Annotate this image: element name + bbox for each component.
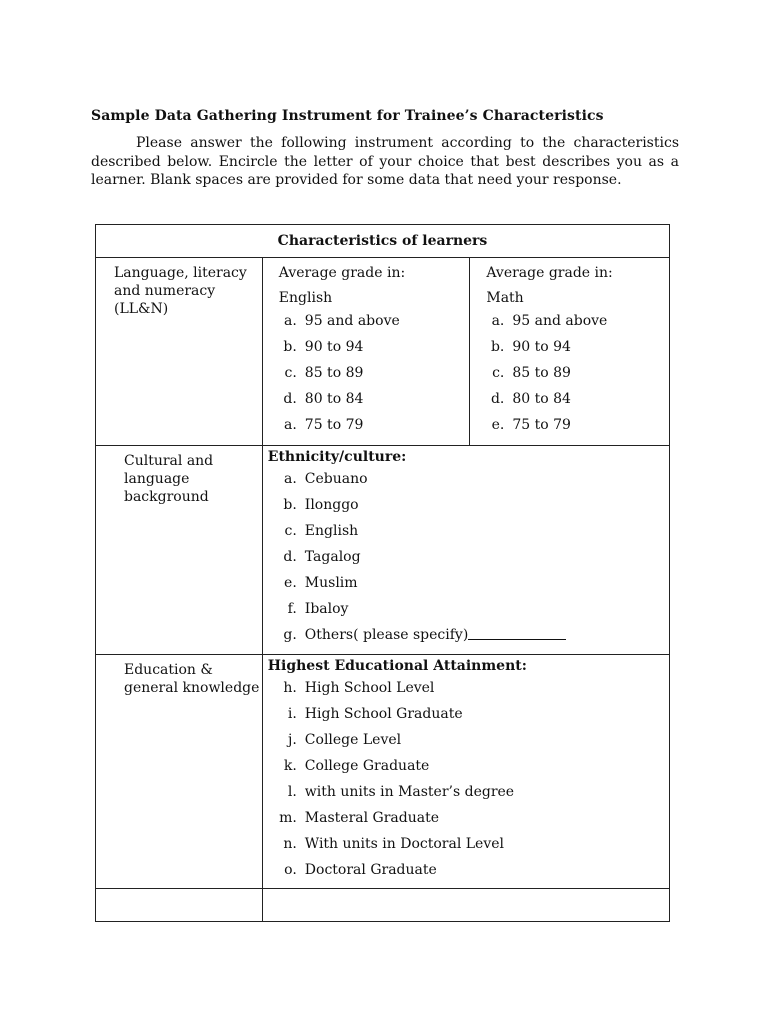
option-letter: k.: [283, 758, 297, 774]
option-letter: l.: [287, 784, 297, 800]
ethnicity-heading: Ethnicity/culture:: [267, 449, 407, 465]
option-item[interactable]: [279, 386, 470, 412]
option-item[interactable]: [263, 570, 669, 596]
specify-blank[interactable]: [468, 622, 566, 640]
culture-cell: [262, 446, 669, 655]
option-item[interactable]: [486, 360, 669, 386]
option-item[interactable]: [263, 596, 669, 622]
option-text: 90 to 94: [304, 339, 364, 355]
option-letter: c.: [492, 365, 505, 381]
option-letter: e.: [491, 417, 505, 433]
english-grade-title: Average grade in:: [278, 265, 406, 281]
math-grade-cell: [470, 258, 670, 446]
option-letter: b.: [283, 339, 297, 355]
english-grade-options: [279, 308, 470, 438]
option-text: English: [304, 523, 359, 539]
option-item[interactable]: [263, 544, 669, 570]
option-text: High School Level: [304, 680, 435, 696]
option-text: Doctoral Graduate: [304, 862, 437, 878]
option-item[interactable]: [263, 518, 669, 544]
option-text: High School Graduate: [304, 706, 463, 722]
option-text: Muslim: [304, 575, 358, 591]
option-item[interactable]: [279, 360, 470, 386]
option-item[interactable]: [279, 412, 470, 438]
option-letter: b.: [490, 339, 505, 355]
option-item[interactable]: [263, 701, 669, 727]
option-text: Masteral Graduate: [304, 810, 439, 826]
option-text: 80 to 84: [512, 391, 571, 407]
option-text: with units in Master’s degree: [304, 784, 515, 800]
option-item[interactable]: [263, 831, 669, 857]
table-header: Characteristics of learners: [96, 225, 670, 258]
option-item[interactable]: [263, 727, 669, 753]
lln-label: Language, literacy and numeracy (LL&N): [96, 258, 263, 446]
option-letter: a.: [491, 313, 505, 329]
option-letter: n.: [283, 836, 297, 852]
option-letter: a.: [284, 313, 297, 329]
option-item[interactable]: [263, 753, 669, 779]
empty-answer-cell: [262, 889, 669, 922]
option-item[interactable]: [486, 334, 669, 360]
option-text: 95 and above: [304, 313, 400, 329]
empty-label-cell: [96, 889, 263, 922]
option-letter: a.: [284, 417, 297, 433]
option-item[interactable]: [279, 308, 470, 334]
option-letter: c.: [284, 365, 297, 381]
option-letter: e.: [284, 575, 297, 591]
option-item[interactable]: [263, 492, 669, 518]
option-letter: m.: [279, 810, 297, 826]
option-item[interactable]: [279, 334, 470, 360]
option-text: College Level: [304, 732, 402, 748]
option-text: 95 and above: [512, 313, 608, 329]
option-text: College Graduate: [304, 758, 430, 774]
culture-label: Cultural and language background: [96, 446, 263, 655]
education-cell: [262, 655, 669, 889]
option-text: 85 to 89: [304, 365, 364, 381]
option-text: Tagalog: [304, 549, 361, 565]
option-text: 75 to 79: [304, 417, 364, 433]
option-item[interactable]: [263, 466, 669, 492]
option-item[interactable]: [263, 857, 669, 883]
education-options: [263, 675, 669, 883]
option-letter: d.: [283, 549, 297, 565]
option-letter: a.: [284, 471, 297, 487]
english-subject: English: [278, 290, 333, 306]
education-heading: Highest Educational Attainment:: [267, 658, 527, 674]
option-text: 85 to 89: [512, 365, 571, 381]
math-grade-options: [486, 308, 669, 438]
option-text: With units in Doctoral Level: [304, 836, 504, 852]
option-text: Cebuano: [304, 471, 368, 487]
option-text: Others( please specify): [304, 627, 469, 643]
option-letter: b.: [283, 497, 297, 513]
option-item[interactable]: [486, 308, 669, 334]
option-letter: i.: [287, 706, 297, 722]
option-item[interactable]: [263, 779, 669, 805]
option-item[interactable]: [263, 622, 669, 648]
option-item[interactable]: [263, 675, 669, 701]
option-item[interactable]: [486, 386, 669, 412]
document-title: Sample Data Gathering Instrument for Trainee’s Characteristics: [91, 108, 604, 124]
option-text: Ilonggo: [304, 497, 359, 513]
ethnicity-options: [263, 466, 669, 648]
option-letter: g.: [283, 627, 297, 643]
english-grade-cell: [262, 258, 470, 446]
option-text: 80 to 84: [304, 391, 364, 407]
option-letter: j.: [288, 732, 297, 748]
education-label: Education & general knowledge: [96, 655, 263, 889]
option-text: 75 to 79: [512, 417, 571, 433]
instructions-paragraph: Please answer the following instrument according to the characteristics described below. Encircle the letter of your choice that best describes you as a learner. Blank spaces are provided for some data that need your response.: [91, 135, 679, 188]
option-text: Ibaloy: [304, 601, 349, 617]
option-letter: o.: [284, 862, 297, 878]
option-letter: c.: [284, 523, 297, 539]
option-letter: f.: [287, 601, 297, 617]
option-item[interactable]: [263, 805, 669, 831]
math-grade-title: Average grade in:: [486, 265, 613, 281]
option-item[interactable]: [486, 412, 669, 438]
option-letter: d.: [283, 391, 297, 407]
option-text: 90 to 94: [512, 339, 571, 355]
option-letter: h.: [283, 680, 297, 696]
characteristics-table: [95, 224, 670, 922]
option-letter: d.: [490, 391, 505, 407]
math-subject: Math: [486, 290, 524, 306]
